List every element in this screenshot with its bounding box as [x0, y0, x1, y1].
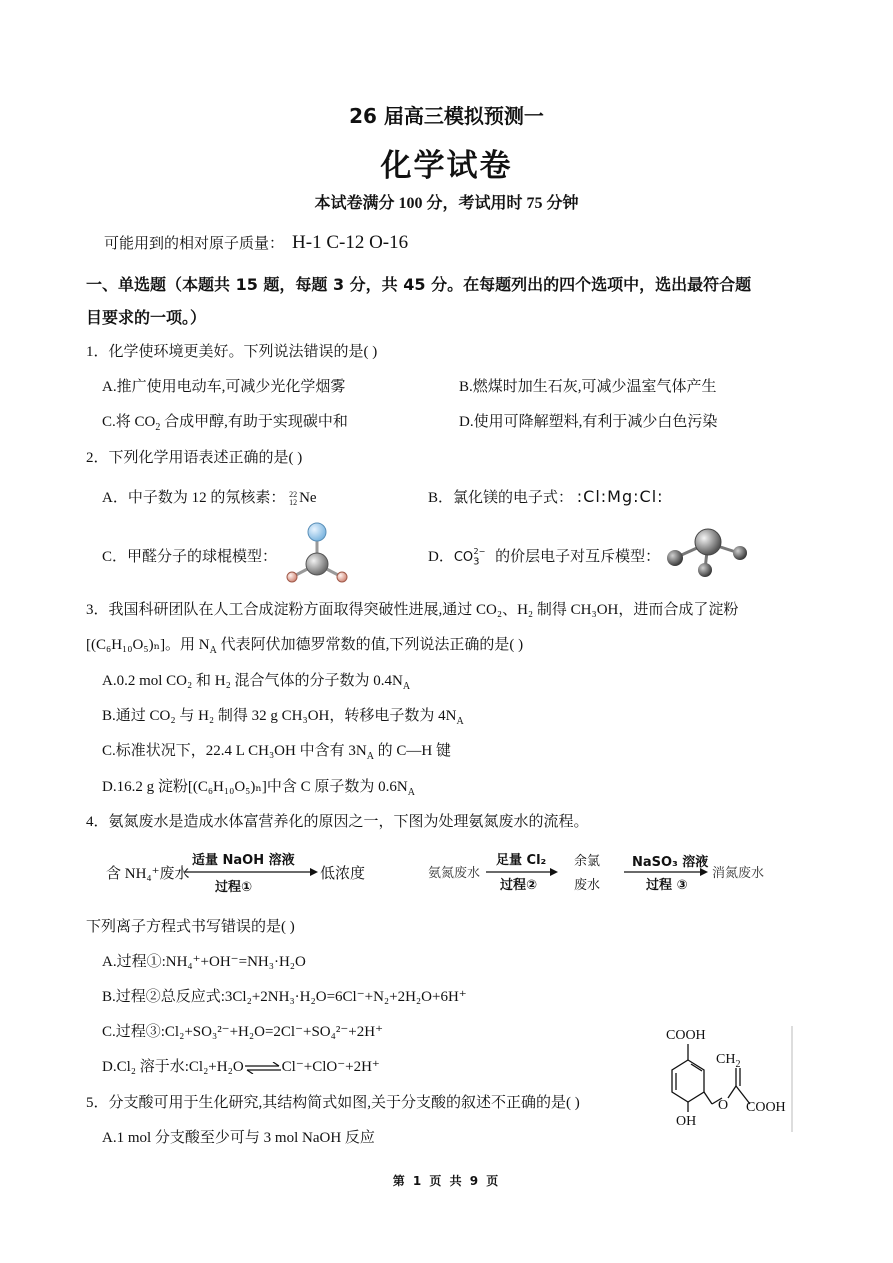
q1-option-d: D.使用可降解塑料,有利于减少白色污染 — [459, 414, 718, 430]
chorismic-acid-structure — [632, 1022, 794, 1134]
ne-notation: 22 12 — [289, 489, 298, 507]
struct-cooh-right: COOH — [746, 1100, 786, 1115]
mgcl2-electron-formula: :Cl:Mg:Cl: — [576, 487, 664, 506]
q1-option-b: B.燃煤时加生石灰,可减少温室气体产生 — [459, 379, 717, 395]
q4-stem: 4．氨氮废水是造成水体富营养化的原因之一，下图为处理氨氮废水的流程。 — [86, 814, 589, 830]
q4-option-c: C.过程③:Cl₂+SO₃²⁻+H₂O=2Cl⁻+SO₄²⁻+2H⁺ — [102, 1024, 383, 1040]
flow2-reagent2: NaSO₃ 溶液 — [632, 855, 709, 870]
flow2-step2: 过程 ③ — [646, 878, 688, 893]
flow1-step: 过程① — [215, 880, 253, 895]
q3-option-d: D.16.2 g 淀粉[(C₆H₁₀O₅)ₙ]中含 C 原子数为 $0.6N_A$ — [102, 779, 415, 798]
q2-option-a: A．中子数为 12 的氖核素： 22 12 Ne — [102, 489, 317, 507]
atomic-mass-label: 可能用到的相对原子质量： H-1 C-12 O-16 — [104, 232, 409, 253]
q2-option-c: C．甲醛分子的球棍模型： — [102, 549, 278, 565]
exam-info: 本试卷满分 100 分，考试用时 75 分钟 — [314, 195, 579, 212]
flow1-end: 低浓度 — [320, 866, 366, 882]
flow2-mid-bottom: 废水 — [574, 878, 601, 893]
flow2-start: 氨氮废水 — [428, 866, 481, 881]
section-heading-cont: 目要求的一项。） — [86, 308, 207, 327]
struct-cooh-top: COOH — [666, 1028, 706, 1043]
flow2-mid-top: 余氯 — [574, 854, 601, 869]
q4-option-a: A.过程①:NH₄⁺+OH⁻=NH₃·H₂O — [102, 954, 306, 970]
q1-stem: 1．化学使环境更美好。下列说法错误的是( ) — [86, 344, 378, 360]
page-footer: 第 1 页 共 9 页 — [392, 1174, 501, 1188]
q3-option-b: B.通过 CO₂ 与 H₂ 制得 32 g CH₃OH，转移电子数为 $4N_A$ — [102, 708, 464, 727]
q5-option-a: A.1 mol 分支酸至少可与 3 mol NaOH 反应 — [102, 1130, 375, 1146]
struct-o: O — [718, 1098, 729, 1113]
struct-ch2: $CH_2$ — [716, 1052, 741, 1070]
q3-stem-line1: 3．我国科研团队在人工合成淀粉方面取得突破性进展,通过 CO₂、H₂ 制得 CH₃OH，进而合成了淀粉 — [86, 602, 739, 618]
q5-stem: 5．分支酸可用于生化研究,其结构简式如图,关于分支酸的叙述不正确的是( ) — [86, 1095, 580, 1111]
struct-oh: OH — [676, 1114, 697, 1129]
exam-title: 26 届高三模拟预测一 — [349, 104, 544, 128]
q2-stem: 2．下列化学用语表述正确的是( ) — [86, 450, 303, 466]
equilibrium-arrow-icon — [245, 1062, 281, 1074]
q1-option-a: A.推广使用电动车,可减少光化学烟雾 — [102, 379, 346, 395]
flow1-start: 含 NH₄⁺废水 — [106, 866, 190, 882]
flow2-end: 消氮废水 — [712, 866, 765, 881]
flow1-reagent: 适量 NaOH 溶液 — [192, 853, 295, 868]
flow2-reagent1: 足量 Cl₂ — [496, 853, 547, 868]
q3-stem-line2: [(C₆H₁₀O₅)ₙ]。用 $N_A$ 代表阿伏加德罗常数的值,下列说法正确的是( ) — [86, 637, 524, 656]
q4-option-b: B.过程②总反应式:3Cl₂+2NH₃·H₂O=6Cl⁻+N₂+2H₂O+6H⁺ — [102, 989, 467, 1005]
q3-option-a: A.0.2 mol CO₂ 和 H₂ 混合气体的分子数为 $0.4N_A$ — [102, 673, 411, 692]
flow2-step1: 过程② — [500, 878, 538, 893]
carbonate-vsepr-model-image — [663, 525, 751, 579]
q4-option-d: D.Cl₂ 溶于水:Cl₂+H₂O Cl⁻+ClO⁻+2H⁺ — [102, 1059, 380, 1075]
q1-option-c: C.将 $CO_2$ 合成甲醇,有助于实现碳中和 — [102, 414, 348, 433]
q4-question: 下列离子方程式书写错误的是( ) — [86, 919, 295, 935]
q2-option-b: B．氯化镁的电子式： :Cl:Mg:Cl: — [428, 487, 664, 506]
q2-option-d: D．$CO_3^{2-}$ 的价层电子对互斥模型： — [428, 546, 661, 568]
subject-title: 化学试卷 — [380, 148, 513, 184]
q3-option-c: C.标准状况下，22.4 L CH₃OH 中含有 $3N_A$ 的 C—H 键 — [102, 743, 452, 762]
section-heading: 一、单选题（本题共 15 题，每题 3 分，共 45 分。在每题列出的四个选项中，选出最符合题 — [86, 275, 752, 294]
formaldehyde-model-image — [280, 518, 350, 586]
